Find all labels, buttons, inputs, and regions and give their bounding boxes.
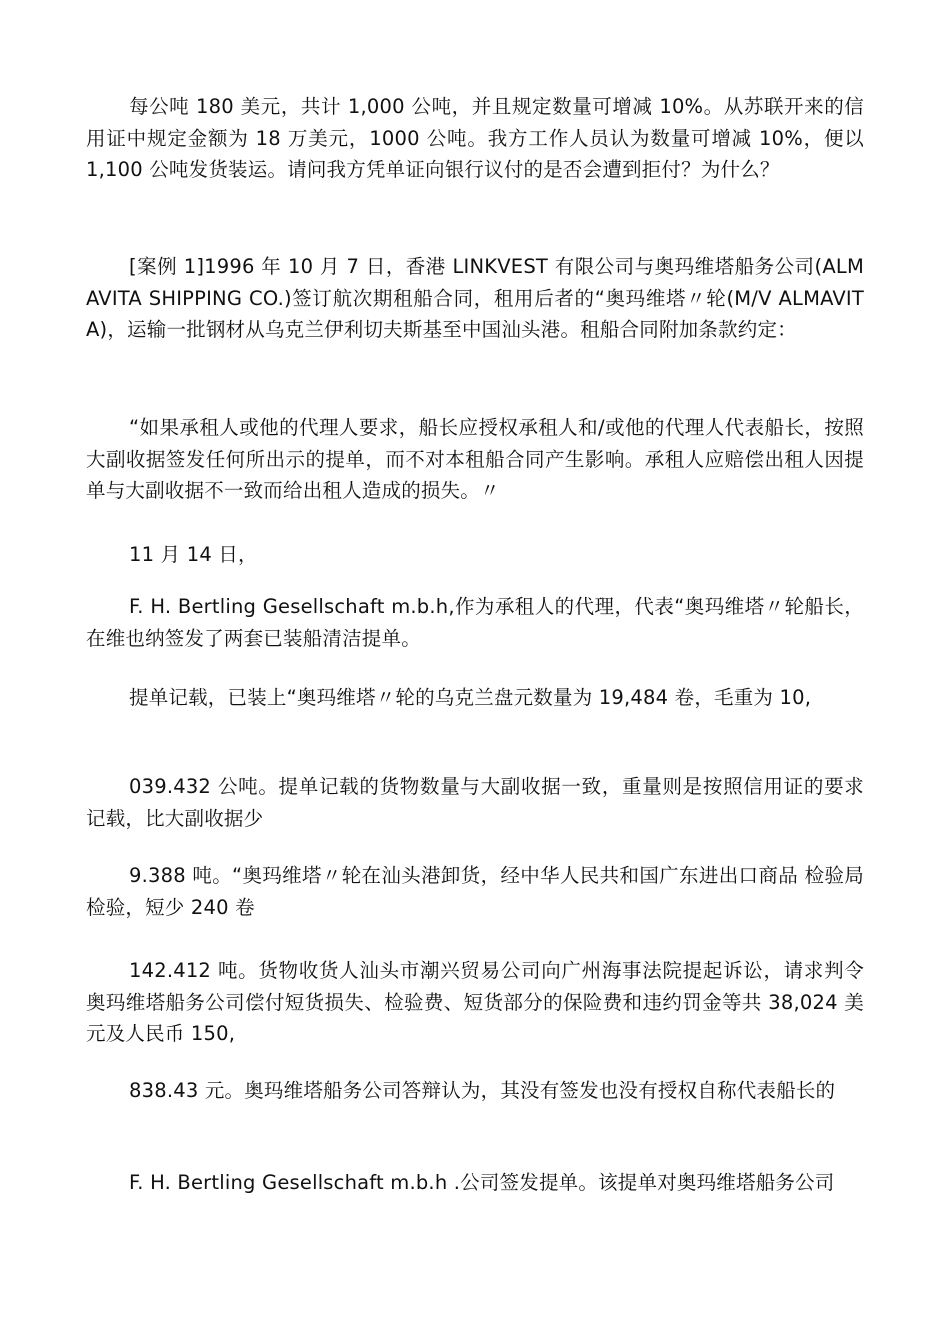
paragraph-8: 9.388 吨。“奥玛维塔〃轮在汕头港卸货，经中华人民共和国广东进出口商品 检验局检验，短少 240 卷	[86, 864, 864, 919]
paragraph-2: [案例 1]1996 年 10 月 7 日，香港 LINKVEST 有限公司与奥玛维塔船务公司(ALMAVITA SHIPPING CO.)签订航次期租船合同，租用后者的“奥玛维塔〃轮(M/V ALMAVITA)，运输一批钢材从乌克兰伊利切夫斯基至中国汕头港。租船合同附加条款约定：	[86, 255, 864, 341]
paragraph-1: 每公吨 180 美元，共计 1,000 公吨，并且规定数量可增减 10%。从苏联开来的信用证中规定金额为 18 万美元，1000 公吨。我方工作人员认为数量可增减 10%，便以 1,100 公吨发货装运。请问我方凭单证向银行议付的是否会遭到拒付？为什么？	[86, 95, 864, 181]
paragraph-4: 11 月 14 日，	[129, 543, 258, 566]
paragraph-10: 838.43 元。奥玛维塔船务公司答辩认为，其没有签发也没有授权自称代表船长的	[129, 1079, 836, 1102]
paragraph-6: 提单记载，已装上“奥玛维塔〃轮的乌克兰盘元数量为 19,484 卷，毛重为 10,	[129, 686, 812, 709]
paragraph-5: F. H. Bertling Gesellschaft m.b.h,作为承租人的代理，代表“奥玛维塔〃轮船长，在维也纳签发了两套已装船清洁提单。	[86, 595, 864, 650]
paragraph-11: F. H. Bertling Gesellschaft m.b.h .公司签发提单。该提单对奥玛维塔船务公司	[129, 1171, 835, 1194]
paragraph-3: “如果承租人或他的代理人要求，船长应授权承租人和/或他的代理人代表船长，按照大副收据签发任何所出示的提单，而不对本租船合同产生影响。承租人应赔偿出租人因提单与大副收据不一致而给出租人造成的损失。〃	[86, 416, 864, 502]
paragraph-9: 142.412 吨。货物收货人汕头市潮兴贸易公司向广州海事法院提起诉讼，请求判令奥玛维塔船务公司偿付短货损失、检验费、短货部分的保险费和违约罚金等共 38,024 美元及人民币 150,	[86, 959, 864, 1045]
paragraph-7: 039.432 公吨。提单记载的货物数量与大副收据一致，重量则是按照信用证的要求记载，比大副收据少	[86, 775, 864, 830]
